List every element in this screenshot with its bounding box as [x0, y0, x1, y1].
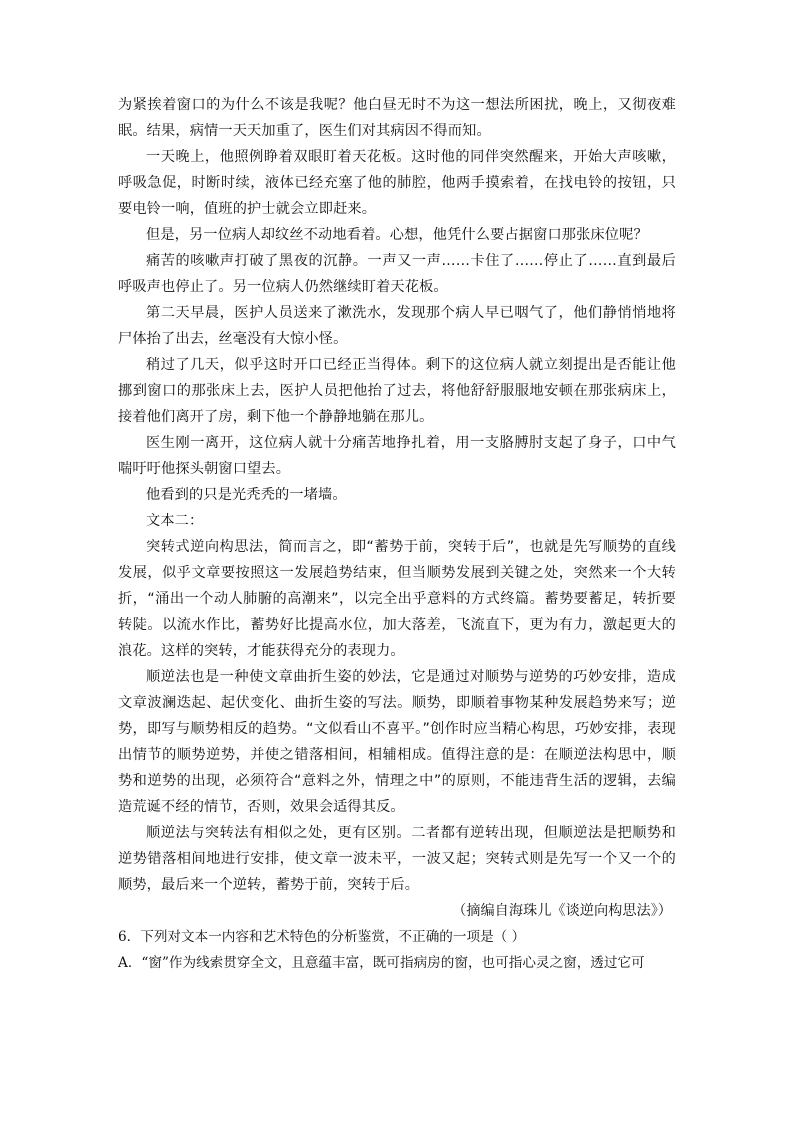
- paragraph-4: 痛苦的咳嗽声打破了黑夜的沉静。一声又一声……卡住了……停止了……直到最后呼吸声也停止了。另一位病人仍然继续盯着天花板。: [118, 253, 676, 295]
- document-page: [118, 92, 676, 976]
- paragraph-2: 一天晚上，他照例睁着双眼盯着天花板。这时他的同伴突然醒来，开始大声咳嗽，呼吸急促，时断时续，液体已经充塞了他的肺腔，他两手摸索着，在找电铃的按钮，只要电铃一响，值班的护士就会立即赶来。: [118, 149, 676, 217]
- paragraph-12: 顺逆法与突转法有相似之处，更有区别。二者都有逆转出现，但顺逆法是把顺势和逆势错落相间地进行安排，使文章一波未平，一波又起；突转式则是先写一个又一个的顺势，最后来一个逆转，蓄势于前，突转于后。: [118, 825, 676, 893]
- option-a: A．“窗”作为线索贯穿全文，且意蕴丰富，既可指病房的窗，也可指心灵之窗，透过它可: [118, 955, 645, 971]
- paragraph-1: 为紧挨着窗口的为什么不该是我呢？他白昼无时不为这一想法所困扰，晚上，又彻夜难眠。结果，病情一天天加重了，医生们对其病因不得而知。: [118, 97, 676, 139]
- paragraph-8: 他看到的只是光秃秃的一堵墙。: [146, 487, 347, 503]
- paragraph-5: 第二天早晨，医护人员送来了漱洗水，发现那个病人早已咽气了，他们静悄悄地将尸体抬了出去，丝毫没有大惊小怪。: [118, 305, 676, 347]
- question-6: 6．下列对文本一内容和艺术特色的分析鉴赏，不正确的一项是（ ）: [118, 929, 526, 945]
- paragraph-3: 但是，另一位病人却纹丝不动地看着。心想，他凭什么要占据窗口那张床位呢？: [146, 227, 648, 243]
- paragraph-7: 医生刚一离开，这位病人就十分痛苦地挣扎着，用一支胳膊肘支起了身子，口中气喘吁吁他探头朝窗口望去。: [118, 435, 676, 477]
- paragraph-6: 稍过了几天，似乎这时开口已经正当得体。剩下的这位病人就立刻提出是否能让他挪到窗口的那张床上去，医护人员把他抬了过去，将他舒舒服服地安顿在那张病床上，接着他们离开了房，剩下他一个静静地躺在那儿。: [118, 357, 676, 425]
- text-two-heading: 文本二：: [146, 513, 204, 529]
- paragraph-11: 顺逆法也是一种使文章曲折生姿的妙法，它是通过对顺势与逆势的巧妙安排，造成文章波澜迭起、起伏变化、曲折生姿的写法。顺势，即顺着事物某种发展趋势来写；逆势，即写与顺势相反的趋势。“文似看山不喜平。”创作时应当精心构思，巧妙安排，表现出情节的顺势逆势，并使之错落相间，相辅相成。值得注意的是：在顺逆法构思中，顺势和逆势的出现，必须符合“意料之外，情理之中”的原则，不能违背生活的逻辑，去编造荒诞不经的情节，否则，效果会适得其反。: [118, 669, 676, 815]
- source-citation: （摘编自海珠儿《谈逆向构思法》）: [452, 903, 672, 919]
- paragraph-10: 突转式逆向构思法，简而言之，即“蓄势于前，突转于后”，也就是先写顺势的直线发展，似乎文章要按照这一发展趋势结束，但当顺势发展到关键之处，突然来一个大转折，“涌出一个动人肺腑的高潮来”，以完全出乎意料的方式终篇。蓄势要蓄足，转折要转陡。以流水作比，蓄势好比提高水位，加大落差，飞流直下，更为有力，激起更大的浪花。这样的突转，才能获得充分的表现力。: [118, 539, 676, 659]
